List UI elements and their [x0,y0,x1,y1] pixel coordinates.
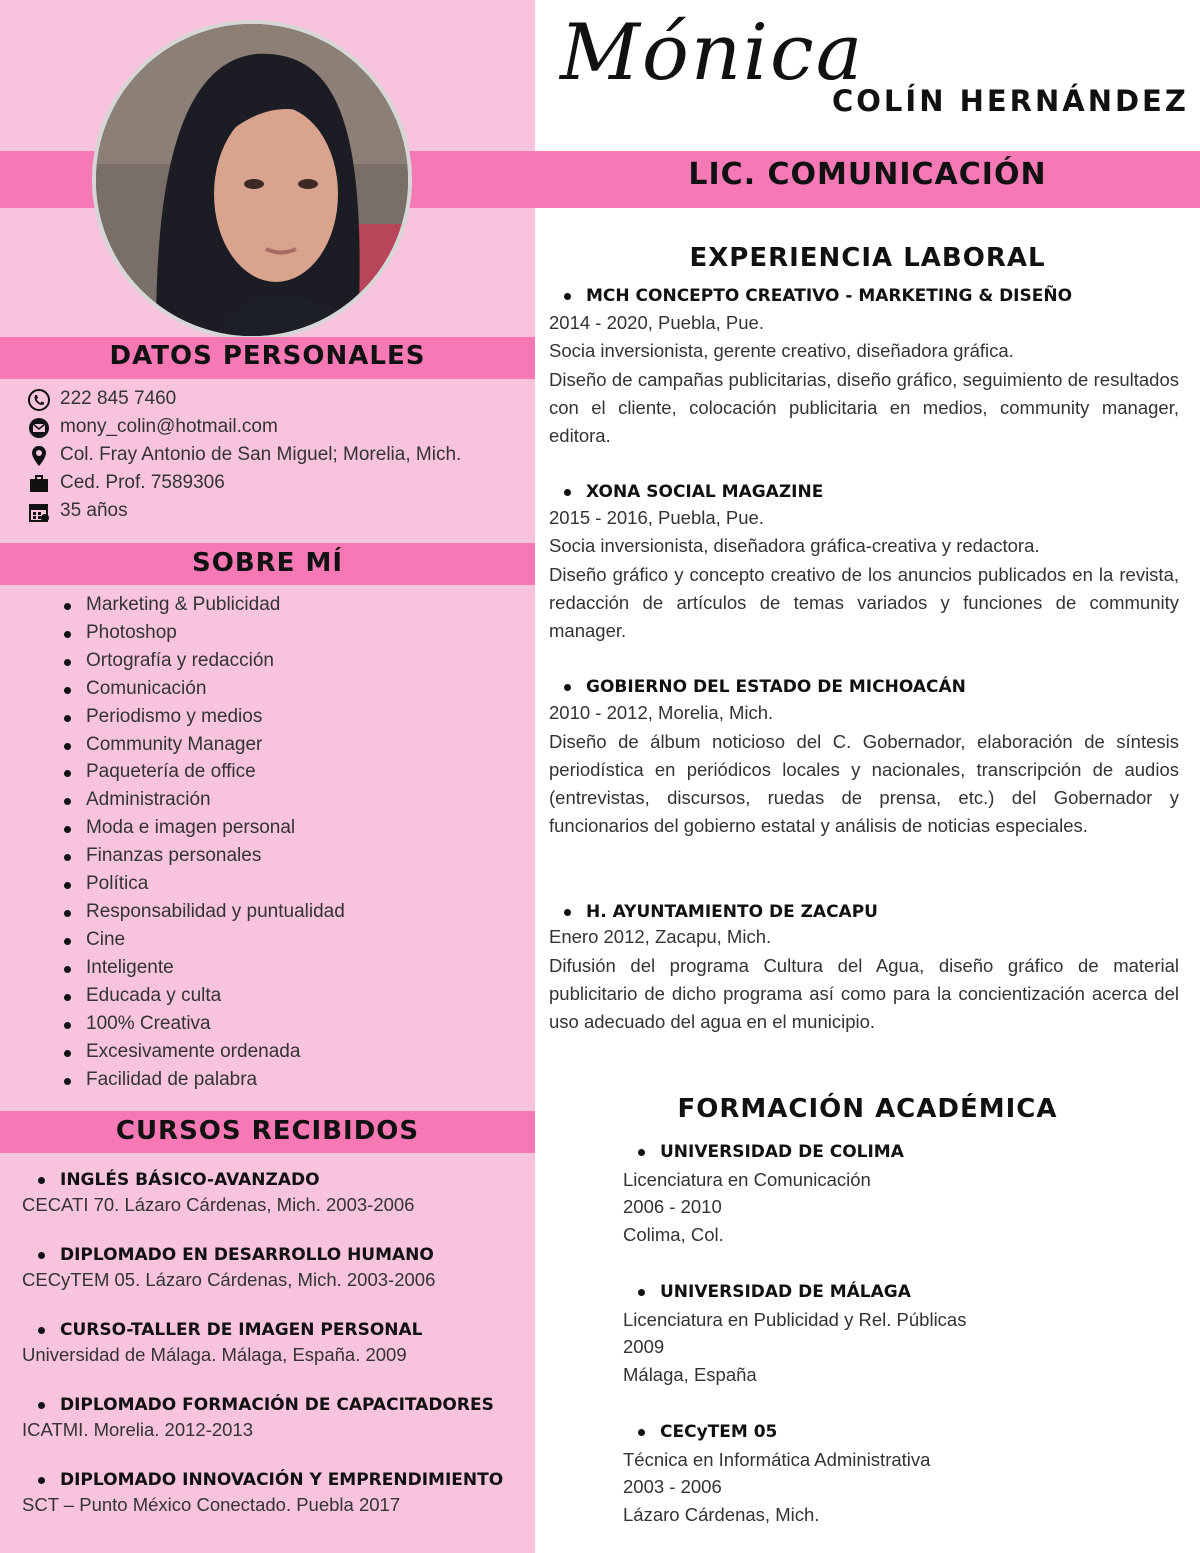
about-item: Finanzas personales [86,845,262,866]
briefcase-icon [28,473,50,495]
about-item: Responsabilidad y puntualidad [86,901,345,922]
course-name: INGLÉS BÁSICO-AVANZADO [60,1170,320,1190]
about-title: SOBRE MÍ [191,548,344,578]
job-role: Socia inversionista, gerente creativo, diseñadora gráfica. [549,340,1014,361]
school-place: Lázaro Cárdenas, Mich. [623,1504,820,1525]
school-degree: Técnica en Informática Administrativa [623,1449,931,1470]
course-name: DIPLOMADO FORMACIÓN DE CAPACITADORES [60,1395,494,1415]
age-text: 35 años [60,500,128,521]
job-description: Diseño gráfico y concepto creativo de los anuncios publicados en la revista, redacción de artículos de temas variados y funciones de community manager. [549,564,1179,641]
job-company: XONA SOCIAL MAGAZINE [586,482,824,502]
school-name: CECyTEM 05 [660,1422,778,1442]
job-company: GOBIERNO DEL ESTADO DE MICHOACÁN [586,677,966,697]
about-item: Facilidad de palabra [86,1069,258,1090]
course-name: DIPLOMADO EN DESARROLLO HUMANO [60,1245,434,1265]
course-name: DIPLOMADO INNOVACIÓN Y EMPRENDIMIENTO [60,1470,504,1490]
about-item: Política [86,873,149,894]
about-item: Inteligente [86,957,174,978]
about-item: Periodismo y medios [86,706,263,727]
email-icon [28,417,50,439]
phone-text: 222 845 7460 [60,388,177,409]
calendar-icon [28,501,50,523]
job-period: 2010 - 2012, Morelia, Mich. [549,702,774,723]
course-detail: CECATI 70. Lázaro Cárdenas, Mich. 2003-2006 [22,1194,415,1215]
course-detail: ICATMI. Morelia. 2012-2013 [22,1419,254,1440]
school-degree: Licenciatura en Publicidad y Rel. Públicas [623,1309,967,1330]
about-item: Marketing & Publicidad [86,594,281,615]
school-years: 2009 [623,1336,665,1357]
about-item: Educada y culta [86,985,222,1006]
location-icon [28,445,50,467]
school-degree: Licenciatura en Comunicación [623,1169,871,1190]
experience-title: EXPERIENCIA LABORAL [689,243,1046,273]
job-role: Socia inversionista, diseñadora gráfica-creativa y redactora. [549,535,1040,556]
school-place: Colima, Col. [623,1224,724,1245]
courses-title: CURSOS RECIBIDOS [115,1116,420,1146]
about-item: Administración [86,789,211,810]
education-title: FORMACIÓN ACADÉMICA [677,1094,1058,1124]
about-item: Comunicación [86,678,207,699]
school-years: 2003 - 2006 [623,1476,722,1497]
profile-photo [92,20,412,340]
job-period: Enero 2012, Zacapu, Mich. [549,926,772,947]
job-period: 2014 - 2020, Puebla, Pue. [549,312,764,333]
course-detail: CECyTEM 05. Lázaro Cárdenas, Mich. 2003-2006 [22,1269,436,1290]
profession-title: LIC. COMUNICACIÓN [688,157,1047,192]
school-years: 2006 - 2010 [623,1196,722,1217]
about-item: Ortografía y redacción [86,650,274,671]
about-item: 100% Creativa [86,1013,211,1034]
about-item: Paquetería de office [86,761,256,782]
about-item: Community Manager [86,734,263,755]
job-company: MCH CONCEPTO CREATIVO - MARKETING & DISEÑO [586,286,1073,306]
phone-icon [28,389,50,411]
last-name: COLÍN HERNÁNDEZ [832,84,1189,118]
email-text: mony_colin@hotmail.com [60,416,278,437]
school-name: UNIVERSIDAD DE MÁLAGA [660,1282,911,1302]
course-detail: Universidad de Málaga. Málaga, España. 2009 [22,1344,407,1365]
course-name: CURSO-TALLER DE IMAGEN PERSONAL [60,1320,423,1340]
about-item: Moda e imagen personal [86,817,296,838]
about-item: Photoshop [86,622,177,643]
job-company: H. AYUNTAMIENTO DE ZACAPU [586,902,878,922]
license-text: Ced. Prof. 7589306 [60,472,225,493]
portrait-image [96,24,408,336]
job-period: 2015 - 2016, Puebla, Pue. [549,507,764,528]
about-item: Excesivamente ordenada [86,1041,301,1062]
address-text: Col. Fray Antonio de San Miguel; Morelia, Mich. [60,444,462,465]
school-name: UNIVERSIDAD DE COLIMA [660,1142,904,1162]
first-name-script: Mónica [560,8,865,98]
course-detail: SCT – Punto México Conectado. Puebla 2017 [22,1494,401,1515]
job-description: Diseño de álbum noticioso del C. Gobernador, elaboración de síntesis periodística en periódicos locales y nacionales, transcripción de audios (entrevistas, discursos, ruedas de prensa, etc.) del Gobernador y funcionarios del gobierno estatal y análisis de noticias especiales. [549,731,1179,836]
personal-title: DATOS PERSONALES [109,341,426,371]
about-item: Cine [86,929,126,950]
school-place: Málaga, España [623,1364,757,1385]
job-description: Diseño de campañas publicitarias, diseño gráfico, seguimiento de resultados con el cliente, colocación publicitaria en medios, community manager, editora. [549,369,1179,446]
job-description: Difusión del programa Cultura del Agua, diseño gráfico de material publicitario de dicho programa así como para la concientización acerca del uso adecuado del agua en el municipio. [549,955,1179,1032]
